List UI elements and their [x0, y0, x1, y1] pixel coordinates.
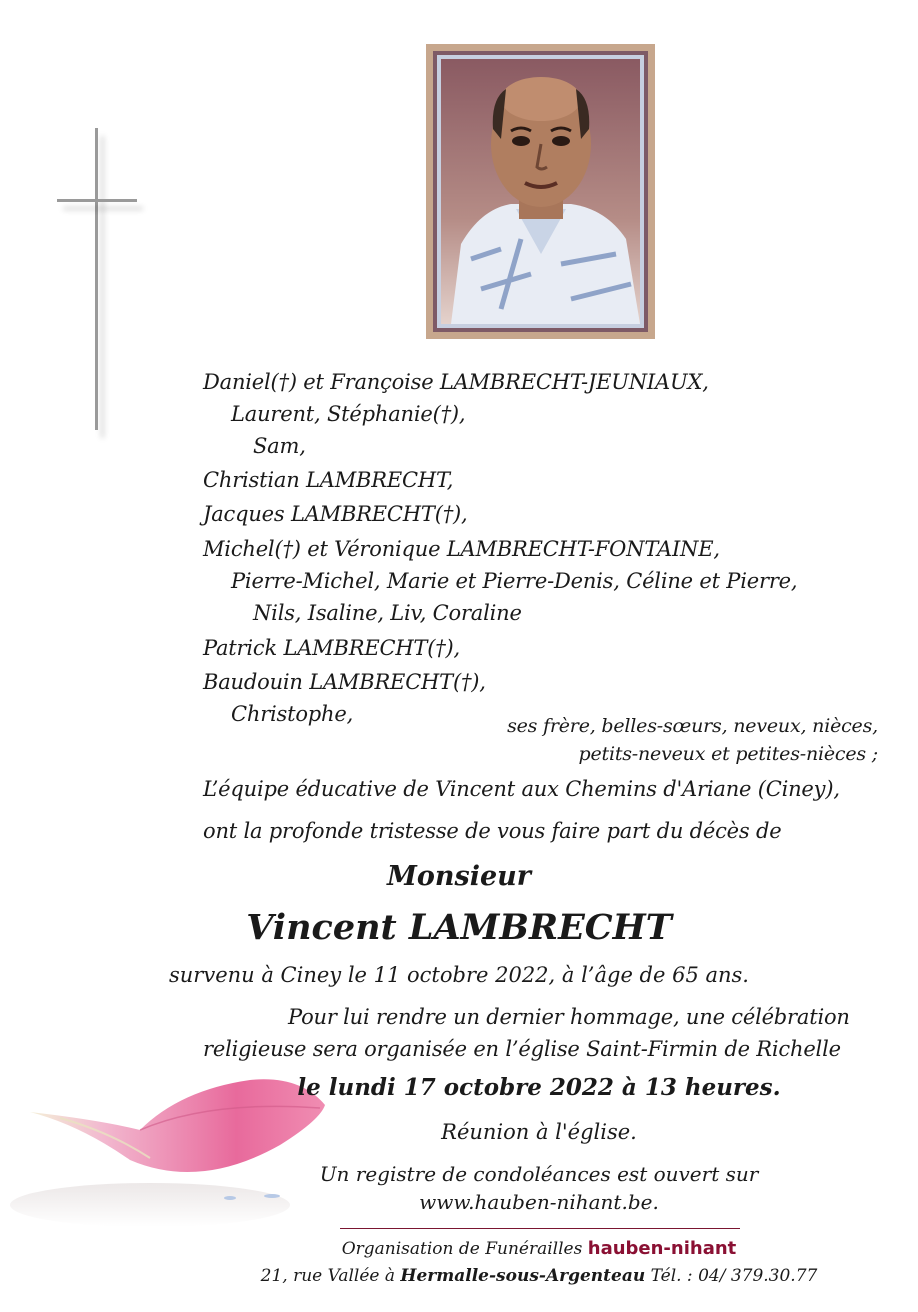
meeting-line: Réunion à l'église.	[441, 1120, 637, 1144]
phone-number: Tél. : 04/ 379.30.77	[650, 1266, 818, 1286]
ceremony-line: Pour lui rendre un dernier hommage, une célébration	[288, 1005, 850, 1029]
salutation: Monsieur	[386, 861, 532, 892]
footer-divider	[340, 1228, 740, 1229]
brand-logo: hauben-nihant	[587, 1238, 737, 1259]
footer-address	[80, 1265, 918, 1287]
address-city: Hermalle-sous-Argenteau	[400, 1266, 646, 1286]
organisation-label: Organisation de Funérailles	[341, 1239, 583, 1259]
cross-icon	[95, 128, 98, 430]
address-prefix: 21, rue Vallée à	[260, 1266, 396, 1286]
cross-icon	[57, 199, 137, 202]
register-url[interactable]: www.hauben-nihant.be.	[419, 1190, 659, 1214]
family-line: Michel(†) et Véronique LAMBRECHT-FONTAINE,	[203, 537, 720, 561]
family-line: Patrick LAMBRECHT(†),	[203, 636, 460, 660]
family-line: Laurent, Stéphanie(†),	[231, 402, 466, 426]
family-line: Jacques LAMBRECHT(†),	[203, 502, 468, 526]
family-line: Pierre-Michel, Marie et Pierre-Denis, Céline et Pierre,	[231, 569, 798, 593]
ceremony-line: religieuse sera organisée en l’église Saint-Firmin de Richelle	[203, 1037, 841, 1061]
register-line: Un registre de condoléances est ouvert sur	[319, 1162, 759, 1186]
family-line: Nils, Isaline, Liv, Coraline	[253, 601, 522, 625]
relation-line: ses frère, belles-sœurs, neveux, nièces,	[507, 715, 878, 737]
portrait-photo	[441, 59, 640, 324]
deceased-name: Vincent LAMBRECHT	[246, 907, 672, 948]
family-line: Christophe,	[231, 702, 354, 726]
relation-line: petits-neveux et petites-nièces ;	[578, 743, 878, 765]
footer-organisation	[80, 1238, 918, 1260]
team-line: L’équipe éducative de Vincent aux Chemins d'Ariane (Ciney),	[203, 777, 840, 801]
family-line: Baudouin LAMBRECHT(†),	[203, 670, 486, 694]
ceremony-date: le lundi 17 octobre 2022 à 13 heures.	[297, 1074, 781, 1101]
family-line: Sam,	[253, 434, 306, 458]
death-info: survenu à Ciney le 11 octobre 2022, à l’âge de 65 ans.	[168, 963, 749, 987]
announce-line: ont la profonde tristesse de vous faire part du décès de	[203, 819, 782, 843]
family-line: Daniel(†) et Françoise LAMBRECHT-JEUNIAUX,	[203, 370, 709, 394]
family-line: Christian LAMBRECHT,	[203, 468, 454, 492]
